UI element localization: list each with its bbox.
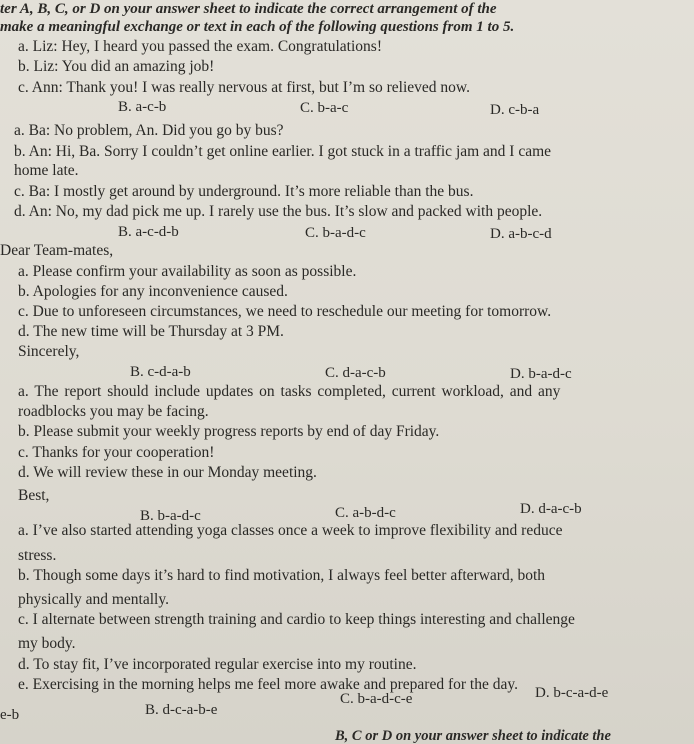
next-instruction-line: B, C or D on your answer sheet to indicate the [335, 728, 611, 744]
q4-line-a1: a. The report should include updates on tasks completed, current workload, and any [18, 383, 561, 400]
q2-line-b2: home late. [14, 162, 79, 179]
q5-line-c1: c. I alternate between strength training and cardio to keep things interesting and challenge [18, 611, 575, 628]
q2-line-d: d. An: No, my dad pick me up. I rarely use the bus. It’s slow and packed with people. [14, 203, 543, 220]
q3-line-d: d. The new time will be Thursday at 3 PM. [18, 323, 284, 340]
q1-line-c: c. Ann: Thank you! I was really nervous at first, but I’m so relieved now. [18, 79, 470, 96]
q5-option-b: B. d-c-a-b-e [145, 702, 218, 718]
instruction-line-2: make a meaningful exchange or text in each of the following questions from 1 to 5. [0, 19, 515, 35]
q4-option-b: B. b-a-d-c [140, 508, 201, 524]
q5-line-c2: my body. [18, 635, 76, 652]
q3-line-a: a. Please confirm your availability as soon as possible. [18, 263, 357, 280]
q1-option-d: D. c-b-a [490, 102, 540, 118]
q4-line-d: d. We will review these in our Monday meeting. [18, 464, 317, 481]
instruction-line-1: ter A, B, C, or D on your answer sheet to indicate the correct arrangement of the [0, 1, 497, 17]
q2-line-c: c. Ba: I mostly get around by underground. It’s more reliable than the bus. [14, 183, 474, 200]
q1-line-b: b. Liz: You did an amazing job! [18, 58, 215, 75]
q2-line-a: a. Ba: No problem, An. Did you go by bus? [14, 122, 284, 139]
q4-option-c: C. a-b-d-c [335, 505, 396, 521]
q1-line-a: a. Liz: Hey, I heard you passed the exam. Congratulations! [18, 38, 382, 55]
q2-option-d: D. a-b-c-d [490, 226, 552, 242]
q3-line-c: c. Due to unforeseen circumstances, we need to reschedule our meeting for tomorrow. [18, 303, 552, 320]
q5-line-d: d. To stay fit, I’ve incorporated regular exercise into my routine. [18, 656, 417, 673]
q5-line-b2: physically and mentally. [18, 591, 169, 608]
q5-line-a2: stress. [18, 547, 57, 564]
q4-line-c: c. Thanks for your cooperation! [18, 444, 215, 461]
q2-option-b: B. a-c-d-b [118, 224, 179, 240]
q3-option-c: C. d-a-c-b [325, 365, 386, 381]
q3-greeting: Dear Team-mates, [0, 242, 114, 259]
q5-line-a1: a. I’ve also started attending yoga classes once a week to improve flexibility and reduce [18, 522, 563, 539]
q3-line-b: b. Apologies for any inconvenience caused. [18, 283, 288, 300]
q4-line-b: b. Please submit your weekly progress reports by end of day Friday. [18, 423, 440, 440]
q3-closing: Sincerely, [18, 343, 80, 360]
q4-line-a2: roadblocks you may be facing. [18, 403, 209, 420]
q1-option-c: C. b-a-c [300, 100, 349, 116]
q3-option-b: B. c-d-a-b [130, 364, 191, 380]
q3-option-d: D. b-a-d-c [510, 366, 572, 382]
q4-option-d: D. d-a-c-b [520, 501, 582, 517]
q5-option-c: C. b-a-d-c-e [340, 691, 413, 707]
q5-option-d: D. b-c-a-d-e [535, 685, 609, 701]
q5-option-a-fragment: e-b [0, 707, 20, 723]
q5-line-b1: b. Though some days it’s hard to find motivation, I always feel better afterward, both [18, 567, 546, 584]
q4-closing: Best, [18, 487, 50, 504]
q5-line-e: e. Exercising in the morning helps me feel more awake and prepared for the day. [18, 676, 518, 693]
q2-line-b1: b. An: Hi, Ba. Sorry I couldn’t get online earlier. I got stuck in a traffic jam and I came [14, 143, 552, 160]
q2-option-c: C. b-a-d-c [305, 225, 366, 241]
q1-option-b: B. a-c-b [118, 99, 167, 115]
